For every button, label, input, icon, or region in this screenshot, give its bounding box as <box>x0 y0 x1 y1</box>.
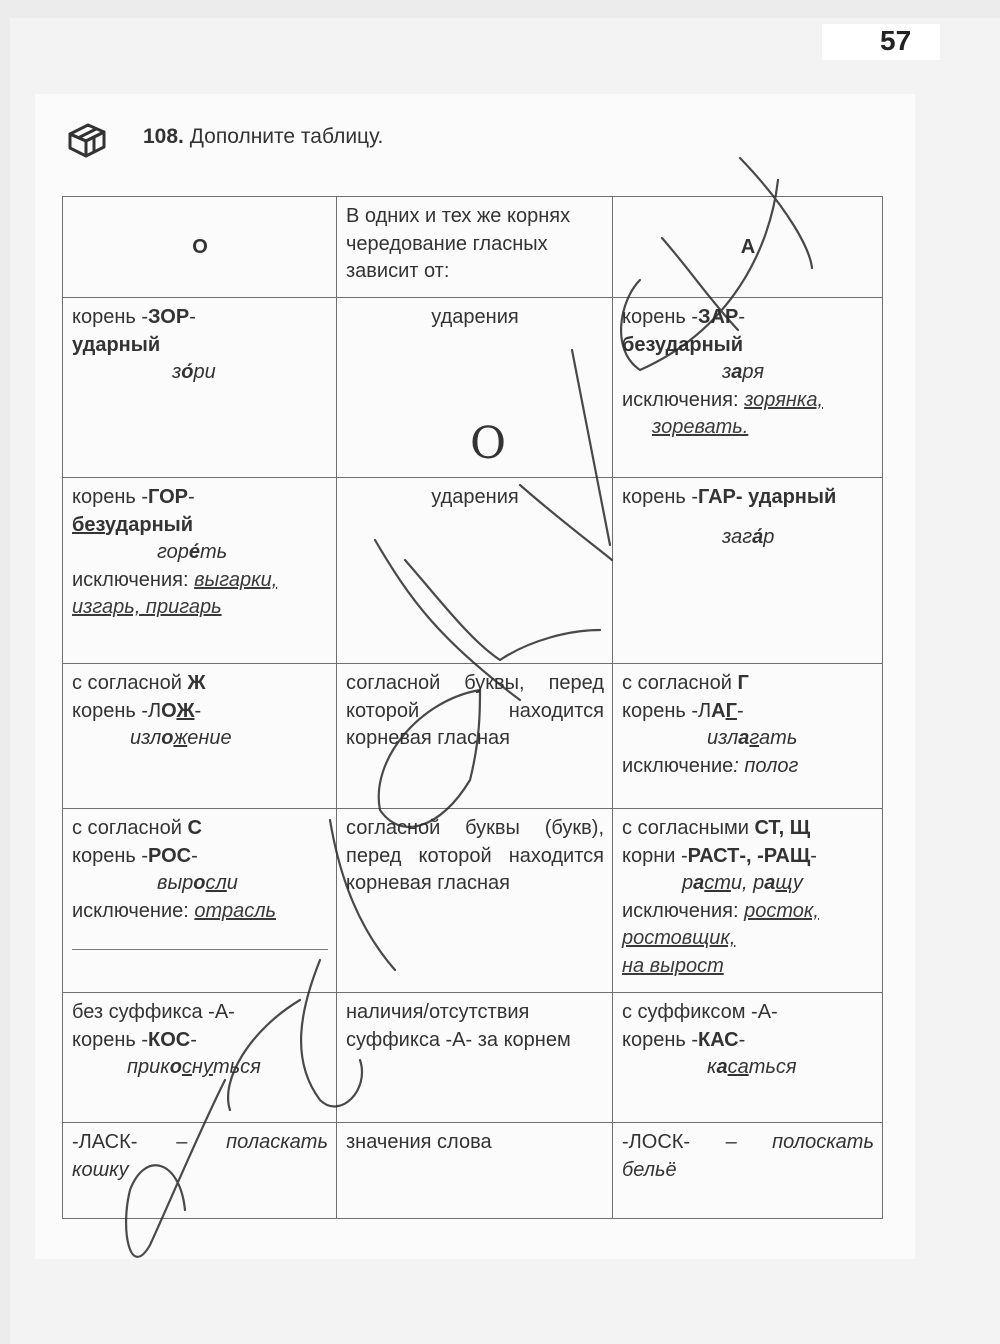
table-row <box>63 993 883 1123</box>
consonant: Г <box>737 672 749 694</box>
stress-label: ударный <box>104 513 194 536</box>
example-consonant: щ <box>775 872 793 894</box>
cell-text: корень - <box>72 306 149 328</box>
example-part: ри <box>193 361 216 383</box>
cell-condition: значения слова <box>337 1123 613 1219</box>
task-number: 108. <box>143 125 184 148</box>
cell-lag <box>613 664 883 809</box>
cell-text: - <box>738 1028 746 1051</box>
handwritten-answer: зорянка, <box>744 388 823 411</box>
exceptions-label: исключения: <box>72 568 189 591</box>
root-consonant: Ж <box>176 699 195 722</box>
example-part: и, р <box>730 872 765 894</box>
example-suffix: у <box>202 1056 213 1078</box>
example-vowel: а <box>764 872 776 894</box>
header-a: А <box>613 197 883 298</box>
dash: – <box>176 1131 188 1153</box>
handwritten-answer: на вырост <box>622 954 724 977</box>
cell-zor <box>63 298 337 478</box>
exception-word: : полог <box>733 754 799 777</box>
example-vowel: а <box>693 872 705 894</box>
cell-text: с суффиксом -А- <box>622 1001 778 1023</box>
example-part: и <box>226 872 238 894</box>
root-kos: КОС <box>148 1028 191 1051</box>
example-part: ться <box>212 1056 261 1078</box>
example-word <box>622 725 874 753</box>
handwritten-answer: росток, <box>744 899 819 922</box>
exceptions-label: исключение: <box>72 899 189 922</box>
stress-label: - ударный <box>735 486 837 508</box>
root-rast: РАСТ <box>687 844 740 867</box>
cell-condition: ударения <box>337 478 613 664</box>
handwritten-answer: ростовщик, <box>622 927 736 949</box>
cell-text: -, - <box>739 844 764 867</box>
cell-gor <box>63 478 337 664</box>
cell-lozh <box>63 664 337 809</box>
example-word <box>72 870 328 898</box>
header-o: О <box>63 197 337 298</box>
example-word <box>72 725 328 753</box>
example-part: ать <box>759 727 798 749</box>
cell-kas <box>613 993 883 1123</box>
example-vowel: а́ <box>752 525 764 548</box>
consonant: Ж <box>187 672 206 694</box>
example-vowel: о <box>161 727 174 749</box>
table-row <box>63 809 883 993</box>
consonant: С <box>187 817 202 839</box>
cell-condition: ударения <box>337 298 613 478</box>
handwritten-answer: отрасль <box>194 899 276 922</box>
cube-icon <box>66 120 108 160</box>
example-part: р <box>763 525 775 548</box>
stress-label: ударный <box>72 333 161 356</box>
example-part: з <box>722 361 732 383</box>
example-part: з <box>172 361 182 383</box>
example-part: ря <box>742 361 765 383</box>
cell-text: корень - <box>622 486 699 508</box>
root-ros: РОС <box>148 844 192 867</box>
example-word <box>622 1054 874 1082</box>
header-middle: В одних и тех же корнях чередование гласных зависит от: <box>337 197 613 298</box>
example-word: поласкать <box>226 1131 328 1153</box>
handwritten-answer: зоревать. <box>652 416 749 438</box>
cell-condition: согласной буквы, перед которой находится корневая гласная <box>337 664 613 809</box>
cell-ros <box>63 809 337 993</box>
example-part: гор <box>157 541 189 563</box>
example-consonant: с <box>181 1056 192 1078</box>
root-gor: ГОР <box>148 486 189 508</box>
cell-text: корень - <box>72 486 149 508</box>
cell-gar <box>613 478 883 664</box>
example-part: прик <box>127 1056 170 1078</box>
example-word: бельё <box>622 1158 677 1181</box>
example-part: р <box>682 872 694 894</box>
example-word <box>622 359 874 387</box>
cell-text: корень - <box>622 1028 699 1051</box>
example-part: н <box>191 1056 203 1078</box>
cell-kos <box>63 993 337 1123</box>
example-consonant: г <box>749 727 760 749</box>
example-word <box>622 524 874 552</box>
cell-lask <box>63 1123 337 1219</box>
cell-text: - <box>188 486 195 508</box>
consonant: СТ, Щ <box>754 817 811 839</box>
stress-label: безударный <box>622 333 744 356</box>
task-heading <box>143 125 383 149</box>
example-consonant: сл <box>205 872 227 894</box>
exceptions-label: исключение <box>622 754 734 777</box>
cell-text: - <box>189 306 196 328</box>
stress-label-prefix: без <box>72 513 105 536</box>
exceptions-label: исключения: <box>622 388 739 411</box>
example-consonant: с <box>727 1056 738 1078</box>
cell-zar <box>613 298 883 478</box>
example-part: изл <box>707 727 739 749</box>
handwritten-o: О <box>470 418 507 469</box>
cell-text: с согласной <box>622 672 738 694</box>
cell-text: - <box>736 699 744 722</box>
page-number: 57 <box>880 25 912 56</box>
example-part: ться <box>748 1056 797 1078</box>
cell-condition: согласной буквы (букв), перед которой находится корневая гласная <box>337 809 613 993</box>
example-suffix: а <box>737 1056 749 1078</box>
example-vowel: о <box>193 872 206 894</box>
example-word: кошку <box>72 1158 129 1181</box>
example-part: ть <box>200 541 228 563</box>
cell-text: - <box>190 1028 197 1051</box>
example-consonant: ст <box>704 872 731 894</box>
example-part: ение <box>187 727 232 749</box>
cell-text: - <box>191 844 198 867</box>
table-row <box>63 664 883 809</box>
root-losk: -ЛОСК- <box>622 1131 691 1153</box>
example-word <box>72 539 328 567</box>
example-vowel: а <box>716 1056 728 1078</box>
cell-text: с согласной <box>72 672 188 694</box>
root-zar: ЗАР <box>698 306 739 328</box>
cell-text: корень - <box>622 306 699 328</box>
example-consonant: ж <box>173 727 188 749</box>
example-vowel: о <box>169 1056 182 1078</box>
handwritten-answer: изгарь, пригарь <box>72 596 222 618</box>
example-vowel: е́ <box>188 541 201 563</box>
root-consonant: Г <box>725 699 737 722</box>
example-part: выр <box>157 872 194 894</box>
cell-text: - <box>738 306 746 328</box>
answer-line <box>72 927 328 950</box>
root-rashch: РАЩ <box>763 844 811 867</box>
cell-rast <box>613 809 883 993</box>
cell-losk <box>613 1123 883 1219</box>
example-word <box>72 359 328 387</box>
table-row <box>63 478 883 664</box>
root-lask: -ЛАСК- <box>72 1131 138 1153</box>
table-row <box>63 1123 883 1219</box>
cell-text: корень - <box>72 844 149 867</box>
table-header-row <box>63 197 883 298</box>
example-vowel: а <box>731 361 743 383</box>
example-vowel: о́ <box>181 361 194 383</box>
root-gar: ГАР <box>698 486 736 508</box>
handwritten-answer: выгарки, <box>194 568 278 591</box>
cell-text: корень -Л <box>72 699 162 722</box>
root-zor: ЗОР <box>148 306 190 328</box>
exceptions-label: исключения: <box>622 899 739 922</box>
example-part: у <box>792 872 803 894</box>
root-vowel: А <box>711 699 726 722</box>
alternation-table <box>62 196 883 1219</box>
cell-text: без суффикса -А- <box>72 1001 235 1023</box>
example-word <box>72 1054 328 1082</box>
cell-condition: наличия/отсутствия суффикса -А- за корнем <box>337 993 613 1123</box>
cell-text: с согласной <box>72 817 188 839</box>
cell-text: корень - <box>72 1028 149 1051</box>
cell-text: корень -Л <box>622 699 712 722</box>
dash: – <box>725 1131 737 1153</box>
example-part: заг <box>722 525 753 548</box>
root-kas: КАС <box>698 1028 739 1051</box>
example-word: полоскать <box>772 1131 874 1153</box>
cell-text: - <box>194 699 202 722</box>
cell-text: с согласными <box>622 817 755 839</box>
task-text: Дополните таблицу. <box>189 125 384 148</box>
root-vowel: О <box>161 699 177 722</box>
example-part: к <box>707 1056 717 1078</box>
example-vowel: а <box>738 727 750 749</box>
example-word <box>622 870 874 898</box>
cell-text: корни - <box>622 844 688 867</box>
cell-text: - <box>810 844 817 867</box>
example-part: изл <box>130 727 162 749</box>
